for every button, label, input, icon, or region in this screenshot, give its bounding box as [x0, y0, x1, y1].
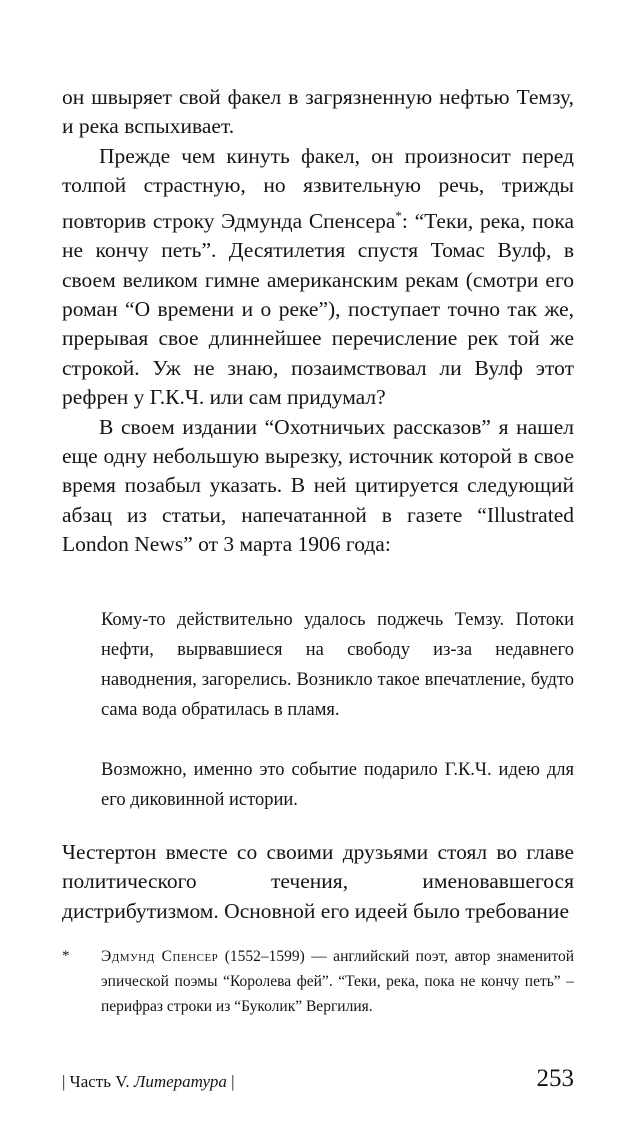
footnote — [101, 944, 574, 1019]
paragraph-distributism: Честертон вместе со своими друзьями стоял во главе политического течения, именовавшегося дистрибутизмом. Основной его идеей было требование — [62, 840, 574, 923]
footnote-text: (1552–1599) — английский поэт, автор знаменитой эпической поэмы “Королева фей”. “Теки, река, пока не кончу петь” – перифраз строки из “Буколик” Вергилия. — [101, 948, 574, 1015]
paragraph-speech-after: : “Теки, река, пока не кончу петь”. Десятилетия спустя Томас Вулф, в своем великом гимне американским рекам (смотри его роман “О времени и о реке”), поступает точно так же, прерывая свое длиннейшее перечисление рек той же строкой. Уж не знаю, позаимствовал ли Вулф этот рефрен у Г.К.Ч. или сам придумал? — [62, 208, 574, 410]
quote-comment: Возможно, именно это событие подарило Г.К.Ч. идею для его диковинной истории. — [101, 760, 574, 810]
footer-part-label: Часть V. — [69, 1072, 130, 1091]
paragraph-speech — [62, 142, 574, 413]
page-number: 253 — [536, 1065, 574, 1092]
main-text-block — [62, 83, 574, 560]
footer-part-title: Литература — [133, 1072, 227, 1091]
paragraph-continuation: он швыряет свой факел в загрязненную нефтью Темзу, и река вспыхивает. — [62, 85, 574, 139]
block-quote: Кому-то действительно удалось поджечь Темзу. Потоки нефти, вырвавшиеся на свободу из-за недавнего наводнения, загорелись. Возникло такое впечатление, будто сама вода обратилась в пламя. — [101, 610, 574, 720]
footer-bar-left: | — [62, 1072, 66, 1091]
running-footer — [62, 1070, 235, 1094]
footnote-reference: * — [395, 207, 402, 223]
paragraph-speech-before: Прежде чем кинуть факел, он произносит перед толпой страстную, но язвительную речь, трижды повторив строку Эдмунда Спенсера — [62, 143, 574, 233]
paragraph-clipping: В своем издании “Охотничьих рассказов” я нашел еще одну небольшую вырезку, источник которой в свое время позабыл указать. В ней цитируется следующий абзац из статьи, напечатанной в газете “Illustrated London News” от 3 марта 1906 года: — [62, 414, 574, 557]
footer-bar-right: | — [231, 1072, 235, 1091]
footnote-mark: * — [62, 948, 70, 964]
footnote-name: Эдмунд Спенсер — [101, 948, 219, 965]
